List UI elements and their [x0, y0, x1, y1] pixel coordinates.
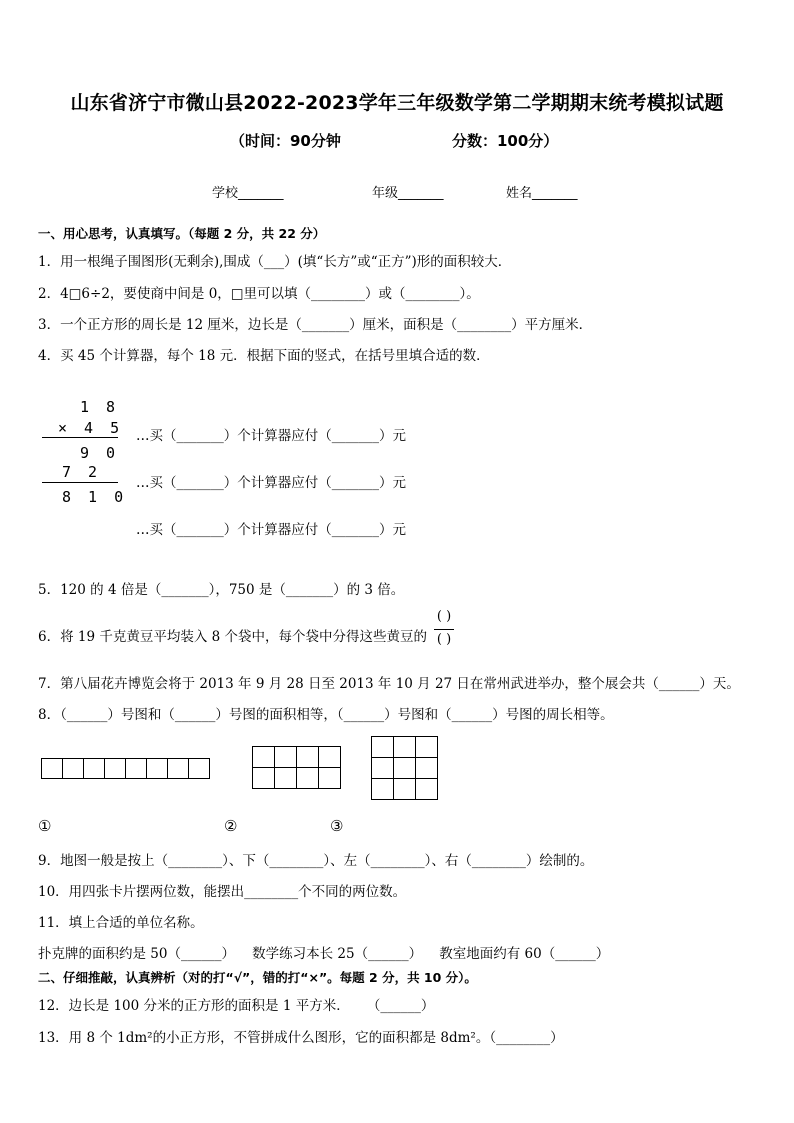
page-title: 山东省济宁市微山县2022-2023学年三年级数学第二学期期末统考模拟试题	[70, 92, 724, 114]
q4-line-1: …买（_______）个计算器应付（_______）元	[136, 428, 406, 444]
exam-score: 分数：100分）	[452, 132, 559, 150]
question-5: 5．120 的 4 倍是（_______），750 是（_______）的 3 倍。	[38, 582, 405, 598]
section-1-heading: 一、用心思考，认真填写。（每题 2 分，共 22 分）	[38, 226, 326, 241]
section-2-heading: 二、仔细推敲，认真辨析（对的打“√”，错的打“×”。每题 2 分，共 10 分）。	[38, 970, 477, 985]
question-8: 8．（______）号图和（______）号图的面积相等，（______）号图和（______）号图的周长相等。	[38, 707, 614, 723]
figure-2-grid	[252, 746, 341, 789]
figure-3-label: ③	[330, 817, 344, 835]
fraction-bar	[434, 629, 454, 630]
q4-line-2: …买（_______）个计算器应付（_______）元	[136, 475, 406, 491]
calc-row-3: 9 0	[80, 444, 120, 462]
question-13: 13．用 8 个 1dm²的小正方形，不管拼成什么图形，它的面积都是 8dm²。（________）	[38, 1030, 564, 1046]
question-7: 7．第八届花卉博览会将于 2013 年 9 月 28 日至 2013 年 10 月 27 日在常州武进举办，整个展会共（______）天。	[38, 676, 740, 692]
question-9: 9．地图一般是按上（________）、下（________）、左（________）、右（________）绘制的。	[38, 853, 594, 869]
school-field: 学校_______	[212, 186, 284, 201]
question-10: 10．用四张卡片摆两位数，能摆出________个不同的两位数。	[38, 884, 407, 900]
q4-line-3: …买（_______）个计算器应付（_______）元	[136, 522, 406, 538]
figure-3-grid	[371, 736, 438, 800]
figure-1-label: ①	[38, 817, 52, 835]
fraction-denominator: ( )	[436, 632, 452, 647]
figure-2-label: ②	[224, 817, 238, 835]
calc-row-1: 1 8	[80, 398, 120, 416]
question-11-items: 扑克牌的面积约是 50（______） 数学练习本长 25（______） 教室地面约有 60（______）	[38, 946, 610, 962]
name-field: 姓名_______	[506, 186, 578, 201]
calc-row-5: 8 1 0	[62, 488, 128, 506]
calc-line-1	[42, 437, 118, 438]
calc-row-4: 7 2	[62, 463, 102, 481]
question-12: 12．边长是 100 分米的正方形的面积是 1 平方米． （______）	[38, 998, 435, 1014]
question-4: 4．买 45 个计算器，每个 18 元．根据下面的竖式，在括号里填合适的数．	[38, 348, 490, 364]
question-11: 11．填上合适的单位名称。	[38, 915, 204, 931]
question-2: 2．4□6÷2，要使商中间是 0，□里可以填（________）或（________）。	[38, 286, 480, 302]
question-1: 1．用一根绳子围图形(无剩余),围成（___）(填“长方”或“正方”)形的面积较大．	[38, 254, 512, 270]
question-6: 6．将 19 千克黄豆平均装入 8 个袋中，每个袋中分得这些黄豆的	[38, 629, 428, 645]
question-3: 3．一个正方形的周长是 12 厘米，边长是（_______）厘米，面积是（________）平方厘米．	[38, 317, 593, 333]
exam-time: （时间：90分钟	[230, 132, 341, 150]
fraction-numerator: ( )	[436, 609, 452, 624]
calc-line-2	[42, 482, 118, 483]
calc-row-2: × 4 5	[58, 419, 124, 437]
grade-field: 年级_______	[372, 186, 444, 201]
figure-1-grid	[41, 758, 210, 779]
